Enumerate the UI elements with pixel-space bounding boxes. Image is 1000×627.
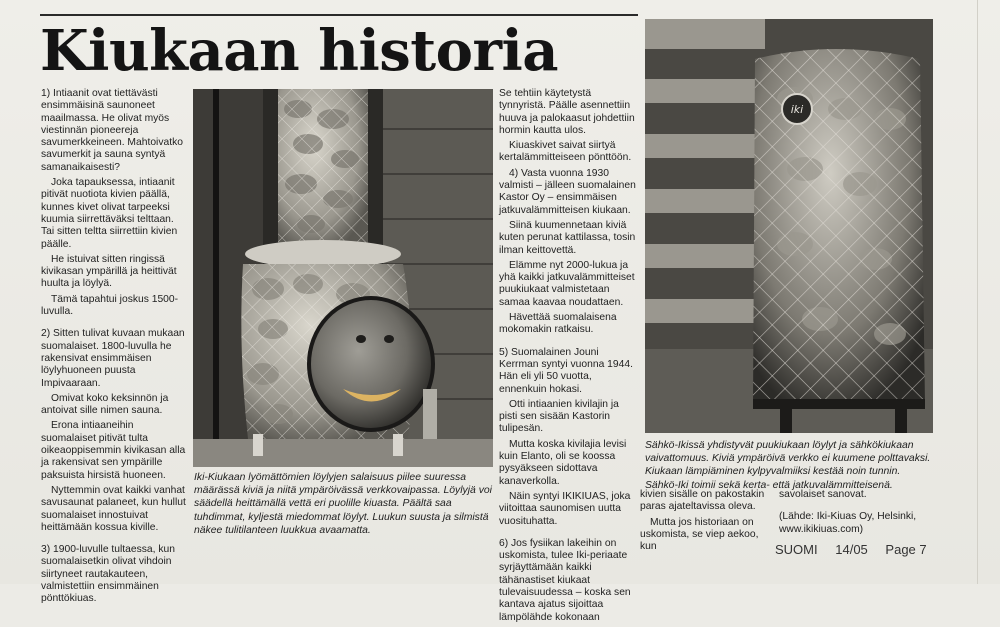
paragraph: 5) Suomalainen Jouni Kerrman syntyi vuonna 1944. Hän eli yli 50 vuotta, ennenkuin hokasi. [499,346,633,395]
paragraph: He istuivat sitten ringissä kivikasan ympärillä ja heittivät huulta ja löylyä. [41,253,177,290]
paragraph: Joka tapauksessa, intiaanit pitivät nuotiota kivien päällä, kunnes kivet olivat tarpeeksi kuumia siirrettäväksi telttaan. Tai sitten teltta siirrettiin kivien päälle. [41,177,178,250]
text-column-4 [779,489,934,539]
paragraph: Mutta jos historiaan on uskomista, se viep aekoo, kun [640,516,759,553]
paragraph: Tämä tapahtui joskus 1500-luvulla. [41,293,179,318]
paragraph: Kiuaskivet saivat siirtyä kertalämmitteiseen pönttöön. [499,140,632,164]
paragraph: Näin syntyi IKIKIUAS, joka viitoittaa saunomisen uutta vuosituhatta. [499,490,631,527]
page-number: Page 7 [885,542,927,557]
paragraph: 6) Jos fysiikan lakeihin on uskomista, tulee Iki-periaate syrjäyttämään kaikki tähänastiset kiukaat tulevaisuudessa – koska sen kantava ajatus sijoittaa lämpölähde kokonaan [499,537,631,623]
logo-text: iki [790,103,804,116]
paragraph: Mutta koska kivilajia levisi kuin Elanto, oli se koossa pysyäkseen sidottava kanaverkolla. [499,438,627,487]
text-column-1 [41,88,189,609]
page-edge-line [977,0,978,584]
paragraph: 3) 1900-luvulle tultaessa, kun suomalaisetkin olivat vihdoin siirtyneet rautakauteen, valmistettiin ensimmäinen pönttökiuas. [41,544,175,605]
text-column-3 [640,489,772,556]
paragraph: 1) Intiaanit ovat tiettävästi ensimmäisinä saunoneet maailmassa. He olivat myös viestinnän pioneereja savumerkkeineen. Mahtoivatko savumerkit ja sauna syntyä samanaikaisesti? [41,88,183,173]
paragraph: kivien sisälle on pakostakin paras ajateltavissa oleva. [640,489,765,513]
photo-electric-stove [645,19,933,433]
paragraph: 2) Sitten tulivat kuvaan mukaan suomalaiset. 1800-luvulla he rakensivat ensimmäisen löylyhuoneen puusta Impivaaraan. [41,328,185,389]
paragraph: Se tehtiin käytetystä tynnyristä. Päälle asennettiin huuva ja palokaasut johdettiin hormin kautta ulos. [499,88,635,136]
page-footer [775,542,955,557]
paragraph: Otti intiaanien kivilajin ja pisti sen sisään Kastorin tulipesän. [499,398,619,435]
electric-stove-illustration [645,19,933,433]
paragraph: 4) Vasta vuonna 1930 valmisti – jälleen suomalainen Kastor Oy – ensimmäisen jatkuvalämmitteisen kiukaan. [499,167,636,216]
paragraph: Elämme nyt 2000-lukua ja yhä kaikki jatkuvalämmitteiset puukiukaat valmistetaan samaa kaavaa noudattaen. [499,259,635,308]
issue-date: 14/05 [835,542,868,557]
text-column-2 [499,88,639,627]
paragraph: Omivat koko keksinnön ja antoivat sille nimen sauna. [41,392,169,417]
paragraph: Nyttemmin ovat kaikki vanhat savusaunat palaneet, kun hullut suomalaiset innostuivat heittämään kossua kiville. [41,484,186,533]
paragraph: Erona intiaaneihin suomalaiset pitivät tulta oikeaoppisemmin kivikasan alla ja rakensivat sen ympärille paksuista hirsistä huoneen. [41,420,186,481]
photo-caption-2: Sähkö-Ikissä yhdistyvät puukiukaan löylyt ja sähkökiukaan vaivattomuus. Kiviä ympäröivä verkko ei kuumene polttavaksi. Kiukaan lämpiäminen kylpyvalmiiksi kestää noin tunnin. Sähkö-Iki toimii sekä kerta- että jatkuvalämmitteisenä. [645,440,931,491]
paragraph: Hävettää suomalaisena mokomakin ratkaisu. [499,312,617,336]
paragraph: (Lähde: Iki-Kiuas Oy, Helsinki, www.ikikiuas.com) [779,511,917,535]
article-title: Kiukaan historia [40,18,559,84]
newspaper-name: SUOMI [775,542,818,557]
paragraph: Siinä kuumennetaan kiviä kuten perunat kattilassa, tosin ilman keittovettä. [499,219,636,256]
photo-wood-stove [193,89,493,467]
photo-caption-1: Iki-Kiukaan lyömättömien löylyjen salaisuus piilee suuressa määrässä kiviä ja niitä ympäröivässä verkkovaipassa. Löylyjä voi säädellä heittämällä vettä eri puolille kiuasta. Päältä saa tuhdimmat, kyljestä miedommat löylyt. Luukun suusta ja silmistä näkee tulitilanteen luukkua avaamatta. [194,472,492,536]
paragraph: savolaiset sanovat. [779,489,867,500]
top-rule [40,14,638,16]
wood-stove-illustration [193,89,493,467]
